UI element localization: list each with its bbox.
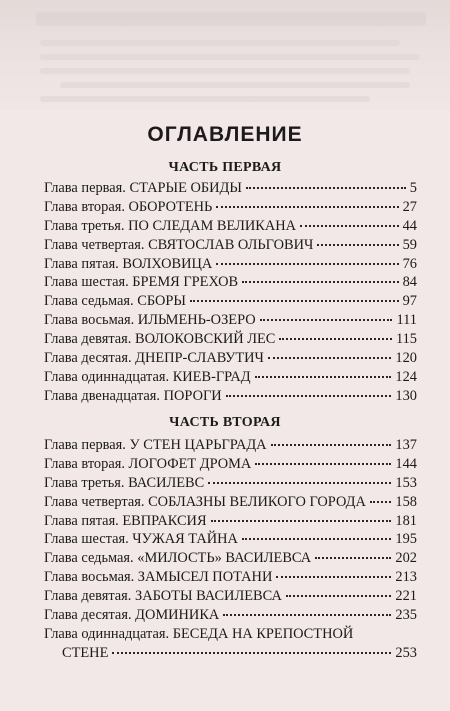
entry-page: 130 xyxy=(395,387,417,404)
entry-label: Глава двенадцатая. ПОРОГИ xyxy=(44,387,222,404)
entry-label: Глава пятая. ВОЛХОВИЦА xyxy=(44,255,213,272)
toc-entry[interactable] xyxy=(44,311,417,330)
leader-dots xyxy=(216,206,398,208)
entry-page: 124 xyxy=(395,368,417,385)
entry-page: 111 xyxy=(396,312,417,329)
toc-entry[interactable] xyxy=(44,436,417,455)
leader-dots xyxy=(300,225,399,227)
entry-page: 76 xyxy=(402,255,417,272)
entry-page: 59 xyxy=(402,236,417,253)
entry-label-continued: СТЕНЕ xyxy=(62,644,109,661)
leader-dots xyxy=(279,338,392,340)
entry-label: Глава четвертая. СВЯТОСЛАВ ОЛЬГОВИЧ xyxy=(44,236,314,253)
entry-label: Глава третья. ВАСИЛЕВС xyxy=(44,474,205,491)
entry-page: 221 xyxy=(395,588,417,605)
entry-page: 153 xyxy=(395,474,417,491)
entry-page: 202 xyxy=(395,550,417,567)
toc-entry[interactable] xyxy=(44,387,417,406)
leader-dots xyxy=(223,614,391,616)
toc-entry[interactable] xyxy=(44,273,417,292)
leader-dots xyxy=(315,557,391,559)
entry-label: Глава восьмая. ИЛЬМЕНЬ-ОЗЕРО xyxy=(44,312,256,329)
leader-dots xyxy=(242,538,391,540)
entry-label: Глава восьмая. ЗАМЫСЕЛ ПОТАНИ xyxy=(44,569,273,586)
toc-entry[interactable] xyxy=(44,493,417,512)
leader-dots xyxy=(370,501,392,503)
entry-label: Глава одиннадцатая. БЕСЕДА НА КРЕПОСТНОЙ xyxy=(44,625,354,642)
leader-dots xyxy=(112,652,391,654)
entry-page: 115 xyxy=(395,331,417,348)
toc-entry[interactable] xyxy=(44,625,417,663)
toc-entry[interactable] xyxy=(44,568,417,587)
entry-label: Глава вторая. ЛОГОФЕТ ДРОМА xyxy=(44,455,252,472)
entry-label: Глава первая. У СТЕН ЦАРЬГРАДА xyxy=(44,437,267,453)
leader-dots xyxy=(271,444,392,446)
toc-entry[interactable] xyxy=(44,292,417,311)
entry-page: 137 xyxy=(395,437,417,453)
leader-dots xyxy=(255,376,392,378)
entry-page: 5 xyxy=(409,180,417,196)
part-title: ЧАСТЬ ПЕРВАЯ xyxy=(168,160,282,175)
toc-entry[interactable] xyxy=(44,330,417,349)
entry-label: Глава шестая. ЧУЖАЯ ТАЙНА xyxy=(44,531,238,548)
toc-entry[interactable] xyxy=(44,606,417,625)
entry-page: 120 xyxy=(395,350,417,367)
entry-label: Глава десятая. ДНЕПР-СЛАВУТИЧ xyxy=(44,350,264,367)
leader-dots xyxy=(317,244,398,246)
toc-entry[interactable] xyxy=(44,198,417,217)
leader-dots xyxy=(276,576,391,578)
toc-entry[interactable] xyxy=(44,455,417,474)
entry-label: Глава шестая. БРЕМЯ ГРЕХОВ xyxy=(44,274,239,291)
entry-label: Глава седьмая. СБОРЫ xyxy=(44,293,186,310)
part-2-entries xyxy=(44,436,417,663)
entry-label: Глава девятая. ВОЛОКОВСКИЙ ЛЕС xyxy=(44,331,276,348)
toc-title: ОГЛАВЛЕНИЕ xyxy=(147,123,303,146)
leader-dots xyxy=(268,357,392,359)
toc-entry[interactable] xyxy=(44,236,417,255)
toc-entry[interactable] xyxy=(44,179,417,198)
toc-entry[interactable] xyxy=(44,587,417,606)
part-1-entries xyxy=(44,179,417,406)
toc-entry[interactable] xyxy=(44,474,417,493)
entry-page: 235 xyxy=(395,607,417,624)
leader-dots xyxy=(255,463,391,465)
entry-page: 97 xyxy=(402,293,417,310)
leader-dots xyxy=(242,281,399,283)
entry-page: 181 xyxy=(395,512,417,529)
leader-dots xyxy=(260,319,393,321)
part-title: ЧАСТЬ ВТОРАЯ xyxy=(169,415,281,430)
toc-entry[interactable] xyxy=(44,349,417,368)
entry-label: Глава десятая. ДОМИНИКА xyxy=(44,607,220,624)
entry-page: 253 xyxy=(395,644,417,661)
leader-dots xyxy=(216,263,398,265)
entry-label: Глава девятая. ЗАБОТЫ ВАСИЛЕВСА xyxy=(44,588,282,605)
toc-entry[interactable] xyxy=(44,217,417,236)
entry-continuation xyxy=(44,644,417,663)
leader-dots xyxy=(226,395,392,397)
leader-dots xyxy=(246,187,406,189)
entry-page: 44 xyxy=(402,217,417,234)
toc-entry[interactable] xyxy=(44,512,417,531)
entry-label: Глава вторая. ОБОРОТЕНЬ xyxy=(44,198,213,215)
leader-dots xyxy=(211,520,392,522)
entry-page: 144 xyxy=(395,455,417,472)
entry-label: Глава третья. ПО СЛЕДАМ ВЕЛИКАНА xyxy=(44,217,297,234)
entry-page: 27 xyxy=(402,198,417,215)
entry-label: Глава первая. СТАРЫЕ ОБИДЫ xyxy=(44,180,242,196)
entry-page: 213 xyxy=(395,569,417,586)
entry-label: Глава четвертая. СОБЛАЗНЫ ВЕЛИКОГО ГОРОДА xyxy=(44,493,366,510)
entry-label: Глава одиннадцатая. КИЕВ-ГРАД xyxy=(44,368,251,385)
toc-entry[interactable] xyxy=(44,549,417,568)
entry-label: Глава седьмая. «МИЛОСТЬ» ВАСИЛЕВСА xyxy=(44,550,312,567)
toc-entry[interactable] xyxy=(44,530,417,549)
entry-page: 158 xyxy=(395,493,417,510)
toc-entry[interactable] xyxy=(44,255,417,274)
entry-page: 195 xyxy=(395,531,417,548)
entry-label: Глава пятая. ЕВПРАКСИЯ xyxy=(44,512,207,529)
leader-dots xyxy=(208,482,391,484)
entry-page: 84 xyxy=(402,274,417,291)
leader-dots xyxy=(190,300,399,302)
toc-entry[interactable] xyxy=(44,368,417,387)
leader-dots xyxy=(286,595,392,597)
